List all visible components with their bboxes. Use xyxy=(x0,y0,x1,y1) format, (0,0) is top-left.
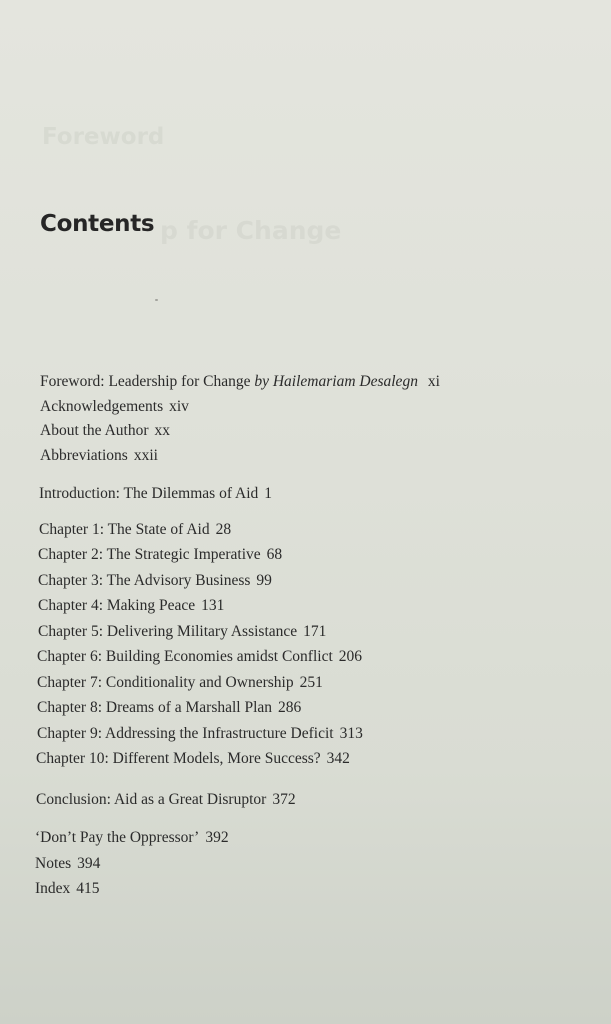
toc-entry-label: Notes xyxy=(35,855,72,872)
toc-entry-label: Acknowledgements xyxy=(40,398,164,415)
toc-entry-chapter-6 xyxy=(37,648,362,666)
toc-entry-page: xx xyxy=(154,422,170,439)
toc-entry-chapter-7 xyxy=(37,674,323,692)
toc-entry-introduction xyxy=(39,485,272,503)
toc-entry-chapter-1 xyxy=(39,521,231,539)
toc-entry-label: Chapter 5: Delivering Military Assistance xyxy=(38,623,298,640)
paper-speck xyxy=(155,299,158,301)
toc-entry-label: Abbreviations xyxy=(40,447,128,464)
toc-entry-chapter-4 xyxy=(38,597,224,615)
toc-entry-chapter-10 xyxy=(36,750,350,768)
toc-entry-chapter-3 xyxy=(38,572,272,590)
toc-entry-page: 286 xyxy=(278,699,302,716)
toc-entry-label: Chapter 3: The Advisory Business xyxy=(38,572,251,589)
toc-entry-about-author xyxy=(40,422,170,440)
toc-entry-chapter-2 xyxy=(38,546,282,564)
bleed-through-heading: p for Change xyxy=(160,216,342,245)
toc-entry-label: Chapter 6: Building Economies amidst Conflict xyxy=(37,648,333,665)
toc-entry-page: 372 xyxy=(272,791,296,808)
bleed-through-foreword: Foreword xyxy=(42,124,165,150)
toc-entry-chapter-8 xyxy=(37,699,301,717)
toc-entry-page: 342 xyxy=(326,750,350,767)
toc-entry-page: xi xyxy=(427,373,440,390)
toc-entry-page: xxii xyxy=(133,447,158,464)
toc-entry-foreword xyxy=(40,373,440,391)
toc-entry-page: 206 xyxy=(338,648,363,665)
toc-entry-notes xyxy=(35,855,100,873)
toc-entry-page: 68 xyxy=(266,546,283,563)
toc-entry-chapter-9 xyxy=(37,725,363,743)
toc-entry-label: Introduction: The Dilemmas of Aid xyxy=(39,485,259,502)
toc-entry-page: 28 xyxy=(215,521,232,538)
toc-entry-page: 394 xyxy=(77,855,101,872)
toc-entry-conclusion xyxy=(36,791,296,809)
toc-entry-oppressor xyxy=(35,829,229,847)
toc-entry-page: 415 xyxy=(76,880,100,897)
toc-entry-index xyxy=(35,880,100,898)
toc-entry-label: Foreword: Leadership for Change xyxy=(40,373,251,390)
toc-entry-acknowledgements xyxy=(40,398,189,416)
toc-entry-page: 313 xyxy=(339,725,363,742)
toc-entry-page: 1 xyxy=(264,485,273,502)
toc-entry-label: Chapter 9: Addressing the Infrastructure Deficit xyxy=(37,725,334,742)
toc-entry-page: 251 xyxy=(299,674,323,691)
toc-entry-page: xiv xyxy=(169,398,189,415)
toc-entry-label: Chapter 7: Conditionality and Ownership xyxy=(37,674,294,691)
toc-entry-label: Chapter 1: The State of Aid xyxy=(39,521,210,538)
toc-entry-label: About the Author xyxy=(40,422,149,439)
toc-entry-label: Chapter 4: Making Peace xyxy=(38,597,196,614)
toc-entry-label: Index xyxy=(35,880,71,897)
toc-entry-page: 99 xyxy=(256,572,272,589)
toc-entry-label: Chapter 2: The Strategic Imperative xyxy=(38,546,261,563)
toc-entry-label: ‘Don’t Pay the Oppressor’ xyxy=(35,829,200,846)
toc-entry-label: Conclusion: Aid as a Great Disruptor xyxy=(36,791,267,808)
toc-entry-page: 131 xyxy=(201,597,225,614)
page-title: Contents xyxy=(40,211,155,237)
toc-entry-chapter-5 xyxy=(38,623,326,641)
toc-entry-abbreviations xyxy=(40,447,158,465)
toc-entry-page: 392 xyxy=(205,829,229,846)
toc-entry-author: by Hailemariam Desalegn xyxy=(254,373,418,390)
toc-entry-label: Chapter 10: Different Models, More Success? xyxy=(36,750,321,767)
toc-entry-page: 171 xyxy=(303,623,327,640)
toc-entry-label: Chapter 8: Dreams of a Marshall Plan xyxy=(37,699,273,716)
